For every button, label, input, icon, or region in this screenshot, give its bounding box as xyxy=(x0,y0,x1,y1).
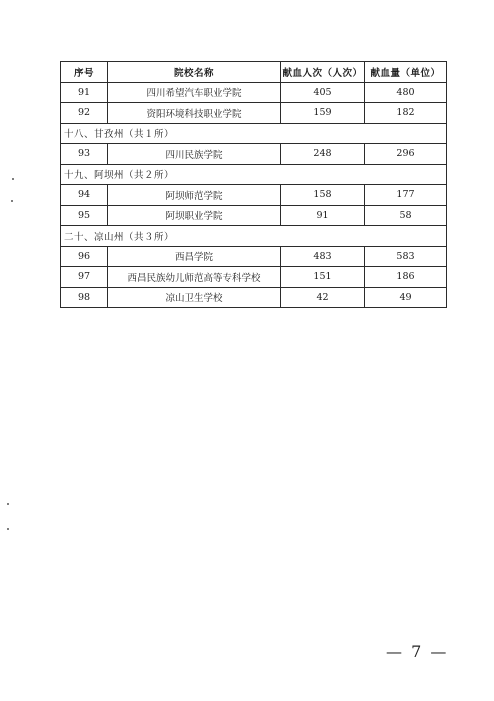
cell-serial-number: 92 xyxy=(61,103,108,124)
cell-donor-count: 159 xyxy=(281,103,365,124)
cell-school-name: 凉山卫生学校 xyxy=(108,287,281,308)
blood-donation-table xyxy=(60,61,447,308)
scan-speck xyxy=(7,503,9,505)
cell-serial-number: 93 xyxy=(61,144,108,165)
cell-donor-count: 248 xyxy=(281,144,365,165)
table-row xyxy=(61,246,447,267)
section-row xyxy=(61,164,447,185)
cell-school-name: 西昌学院 xyxy=(108,246,281,267)
cell-donor-count: 151 xyxy=(281,267,365,288)
cell-serial-number: 94 xyxy=(61,185,108,206)
cell-donation-volume: 480 xyxy=(365,82,447,103)
section-label: 十八、甘孜州（共１所） xyxy=(61,123,447,144)
header-donor-count: 献血人次（人次） xyxy=(281,62,365,83)
cell-donation-volume: 182 xyxy=(365,103,447,124)
cell-serial-number: 91 xyxy=(61,82,108,103)
cell-donation-volume: 58 xyxy=(365,205,447,226)
cell-donation-volume: 49 xyxy=(365,287,447,308)
header-serial-number: 序号 xyxy=(61,62,108,83)
table-row xyxy=(61,267,447,288)
header-school-name: 院校名称 xyxy=(108,62,281,83)
table-body xyxy=(61,82,447,308)
cell-donation-volume: 186 xyxy=(365,267,447,288)
cell-donation-volume: 296 xyxy=(365,144,447,165)
table-row xyxy=(61,287,447,308)
cell-donor-count: 405 xyxy=(281,82,365,103)
cell-donor-count: 158 xyxy=(281,185,365,206)
table-row xyxy=(61,103,447,124)
cell-school-name: 四川民族学院 xyxy=(108,144,281,165)
page-number: — 7 — xyxy=(386,642,449,661)
cell-school-name: 阿坝师范学院 xyxy=(108,185,281,206)
table-row xyxy=(61,185,447,206)
section-row xyxy=(61,226,447,247)
cell-serial-number: 97 xyxy=(61,267,108,288)
section-row xyxy=(61,123,447,144)
cell-school-name: 资阳环境科技职业学院 xyxy=(108,103,281,124)
section-label: 十九、阿坝州（共２所） xyxy=(61,164,447,185)
table-row xyxy=(61,82,447,103)
scan-speck xyxy=(11,200,13,202)
cell-donor-count: 91 xyxy=(281,205,365,226)
scan-speck xyxy=(7,528,9,530)
header-row xyxy=(61,62,447,83)
cell-donor-count: 483 xyxy=(281,246,365,267)
section-label: 二十、凉山州（共３所） xyxy=(61,226,447,247)
cell-school-name: 阿坝职业学院 xyxy=(108,205,281,226)
scan-speck xyxy=(12,178,14,180)
cell-donation-volume: 177 xyxy=(365,185,447,206)
cell-serial-number: 98 xyxy=(61,287,108,308)
cell-serial-number: 96 xyxy=(61,246,108,267)
header-donation-volume: 献血量（单位） xyxy=(365,62,447,83)
table-header xyxy=(61,62,447,83)
cell-donation-volume: 583 xyxy=(365,246,447,267)
cell-donor-count: 42 xyxy=(281,287,365,308)
cell-serial-number: 95 xyxy=(61,205,108,226)
cell-school-name: 四川希望汽车职业学院 xyxy=(108,82,281,103)
table-row xyxy=(61,205,447,226)
cell-school-name: 西昌民族幼儿师范高等专科学校 xyxy=(108,267,281,288)
table-row xyxy=(61,144,447,165)
